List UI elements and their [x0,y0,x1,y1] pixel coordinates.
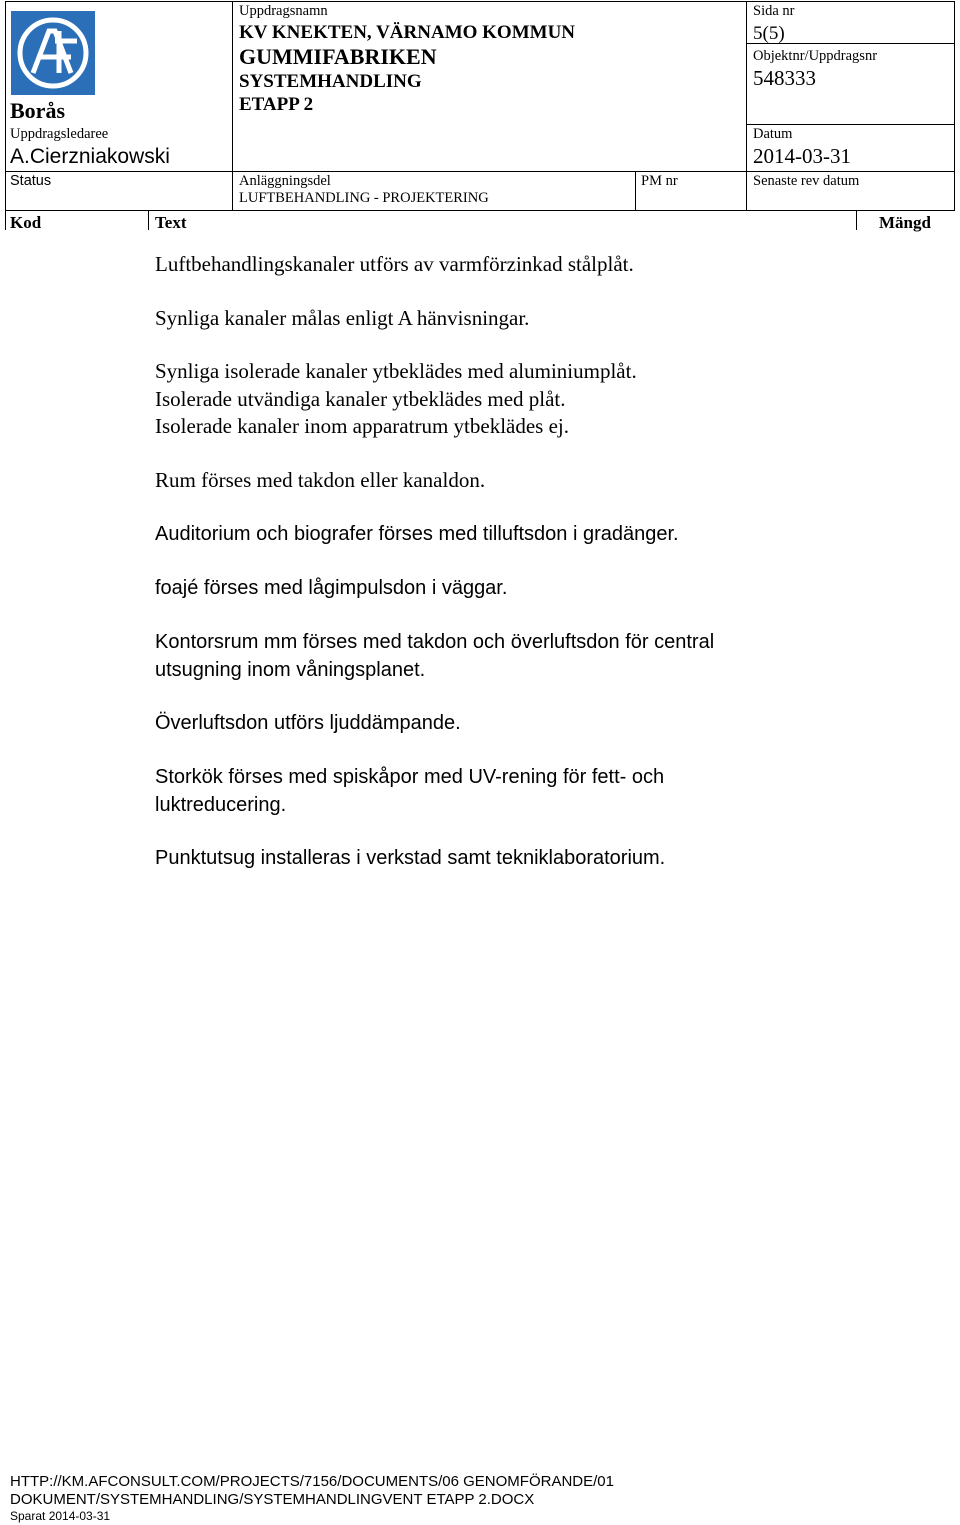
pm-label: PM nr [641,173,678,189]
object-label: Objektnr/Uppdragsnr [753,48,878,64]
object-value: 548333 [753,66,816,90]
paragraph-9 [155,764,855,819]
paragraph-line: Luftbehandlingskanaler utförs av varmförzinkad stålplåt. [155,252,634,276]
office-name: Borås [10,98,65,123]
paragraph-line: Synliga kanaler målas enligt A hänvisningar. [155,306,530,330]
part-value: LUFTBEHANDLING - PROJEKTERING [239,190,489,206]
paragraph-line: Storkök förses med spiskåpor med UV-rening för fett- och [155,766,665,788]
footer-path-line-1: HTTP://KM.AFCONSULT.COM/PROJECTS/7156/DOCUMENTS/06 GENOMFÖRANDE/01 [10,1473,614,1490]
header-right-border [954,1,955,211]
paragraph-1 [155,251,855,279]
date-label: Datum [753,126,793,142]
paragraph-3 [155,358,855,441]
manager-value: A.Cierzniakowski [10,145,170,168]
paragraph-line: Punktutsug installeras i verkstad samt tekniklaboratorium. [155,847,666,869]
header-top-border [5,1,955,2]
header-divider-2 [746,1,747,210]
project-label: Uppdragsnamn [239,3,328,19]
header-divider-pm [635,171,636,210]
paragraph-line: utsugning inom våningsplanet. [155,658,426,681]
column-divider-qty [856,210,857,230]
paragraph-line: foajé förses med lågimpulsdon i väggar. [155,577,508,599]
header-row-line-3 [5,171,955,172]
paragraph-2 [155,305,855,333]
paragraph-line: Auditorium och biografer förses med tilluftsdon i gradänger. [155,523,679,545]
paragraph-4 [155,467,855,495]
project-line-4: ETAPP 2 [239,94,314,115]
footer-path-line-2: DOKUMENT/SYSTEMHANDLING/SYSTEMHANDLINGVENT ETAPP 2.DOCX [10,1491,535,1508]
header-row-line-2 [746,124,955,125]
page-value: 5(5) [753,23,785,44]
footer-saved-date: Sparat 2014-03-31 [10,1509,111,1523]
header-divider-1 [232,1,233,210]
paragraph-line: Isolerade utvändiga kanaler ytbeklädes med plåt. [155,386,566,411]
paragraph-10 [155,845,855,873]
project-line-1: KV KNEKTEN, VÄRNAMO KOMMUN [239,22,576,43]
column-code: Kod [10,213,42,232]
paragraph-5 [155,521,855,549]
page-label: Sida nr [753,3,795,19]
paragraph-6 [155,575,855,603]
paragraph-line: Överluftsdon utförs ljuddämpande. [155,712,461,734]
manager-label: Uppdragsledaree [10,126,109,142]
status-label: Status [10,173,52,189]
af-logo-icon [11,11,95,95]
paragraph-line: luktreducering. [155,793,287,816]
paragraph-line: Isolerade kanaler inom apparatrum ytbeklädes ej. [155,414,569,438]
project-line-2: GUMMIFABRIKEN [239,44,437,69]
paragraph-line: Synliga isolerade kanaler ytbeklädes med aluminiumplåt. [155,359,637,383]
paragraph-8 [155,710,855,738]
af-consult-logo [11,11,95,95]
paragraph-line: Kontorsrum mm förses med takdon och överluftsdon för central [155,631,715,653]
project-line-3: SYSTEMHANDLING [239,71,422,92]
rev-label: Senaste rev datum [753,173,860,189]
part-label: Anläggningsdel [239,173,331,189]
column-text: Text [155,213,187,232]
paragraph-7 [155,629,855,684]
column-quantity: Mängd [879,213,931,232]
paragraph-line: Rum förses med takdon eller kanaldon. [155,468,486,492]
header-left-border [5,1,6,230]
column-divider-text [148,210,149,230]
date-value: 2014-03-31 [753,144,851,168]
